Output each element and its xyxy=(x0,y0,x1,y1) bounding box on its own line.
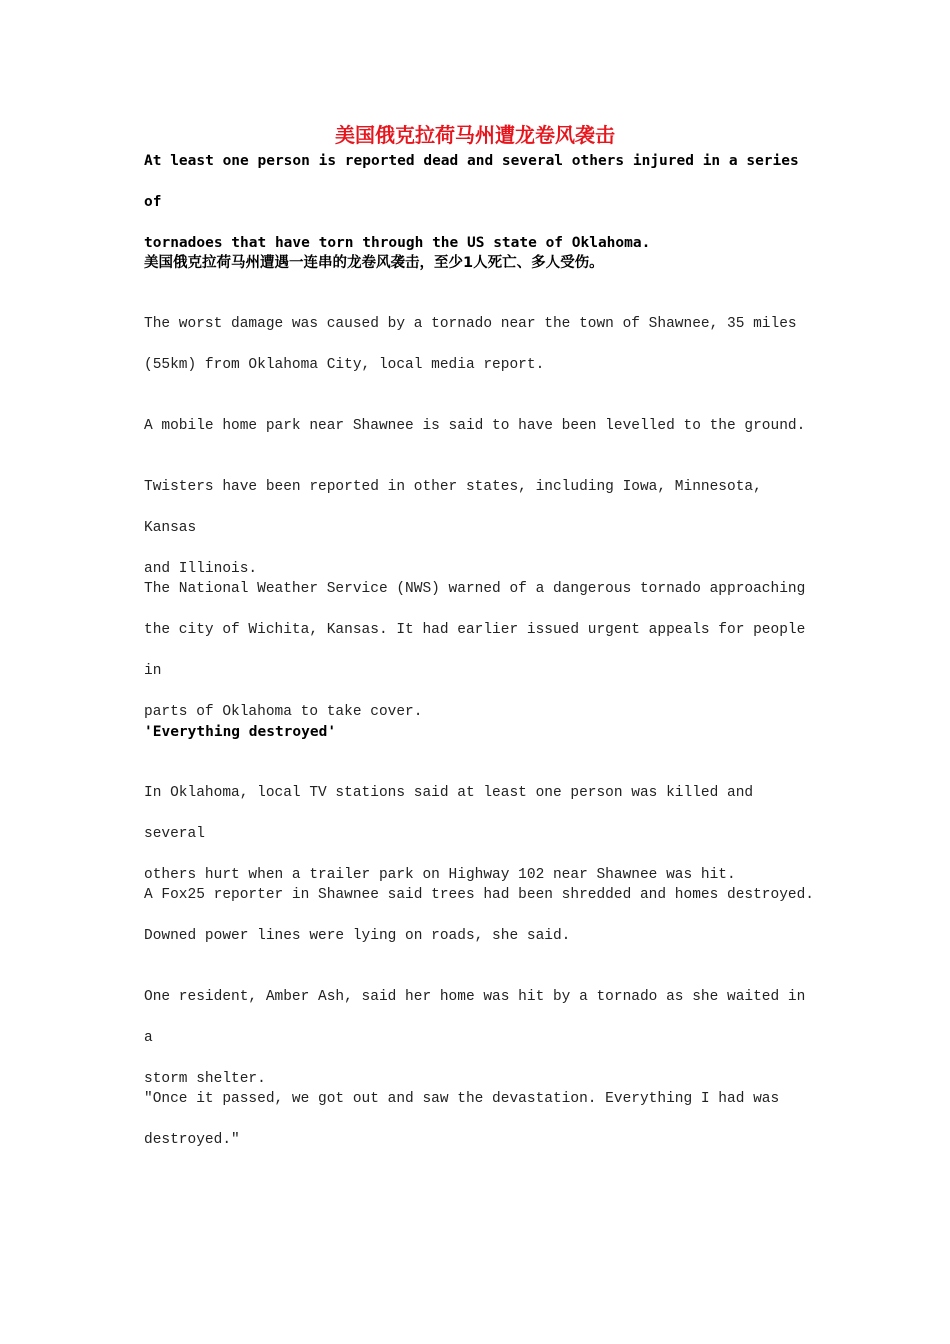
body-paragraph: The worst damage was caused by a tornado near the town of Shawnee, 35 miles (55km) from Oklahoma City, local media report. xyxy=(144,316,797,373)
body-paragraph: One resident, Amber Ash, said her home was hit by a tornado as she waited in a storm shelter. xyxy=(144,989,806,1087)
body-paragraph: A mobile home park near Shawnee is said to have been levelled to the ground. xyxy=(144,418,806,434)
page-title: 美国俄克拉荷马州遭龙卷风袭击 xyxy=(335,123,615,147)
body-paragraph-quote: "Once it passed, we got out and saw the devastation. Everything I had was destroyed." xyxy=(144,1091,780,1148)
body-paragraph: The National Weather Service (NWS) warned of a dangerous tornado approaching the city of Wichita, Kansas. It had earlier issued urgent appeals for people in parts of Oklahoma to take cover. xyxy=(144,581,806,720)
body-paragraph: A Fox25 reporter in Shawnee said trees had been shredded and homes destroyed. Downed power lines were lying on roads, she said. xyxy=(144,887,815,944)
lead-paragraph-en: At least one person is reported dead and several others injured in a series of tornadoes that have torn through the US state of Oklahoma. xyxy=(144,153,799,251)
body-paragraph: In Oklahoma, local TV stations said at least one person was killed and several others hurt when a trailer park on Highway 102 near Shawnee was hit. xyxy=(144,785,754,883)
body-paragraph: Twisters have been reported in other states, including Iowa, Minnesota, Kansas and Illinois. xyxy=(144,479,762,577)
lead-paragraph-cn: 美国俄克拉荷马州遭遇一连串的龙卷风袭击，至少1人死亡、多人受伤。 xyxy=(144,255,604,271)
section-subheading: 'Everything destroyed' xyxy=(144,724,337,740)
